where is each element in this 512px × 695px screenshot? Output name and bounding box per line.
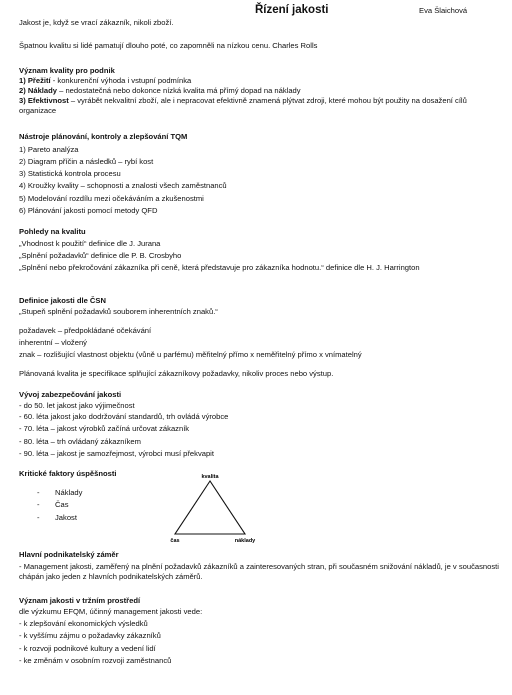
bullet-dash: - xyxy=(37,513,40,522)
author-name: Eva Šlaichová xyxy=(419,6,468,15)
section-heading-hlavni: Hlavní podnikatelský záměr xyxy=(19,550,119,559)
intro-quote-1: Jakost je, když se vrací zákazník, nikoli zboží. xyxy=(19,18,174,27)
vyznam-trh-item: - k rozvoji podnikové kultury a vedení lidí xyxy=(19,644,156,653)
kriticke-item: Náklady xyxy=(55,488,83,497)
hlavni-text: - Management jakosti, zaměřený na plnění požadavků zákazníků a zainteresovaných stran, při současném snižování nákladů, je v současnosti chápán jako jeden z hlavních podnikatelských záměrů. xyxy=(19,562,499,581)
triangle-label-right: náklady xyxy=(234,538,256,544)
kriticke-item: Čas xyxy=(55,500,69,509)
section-heading-nastroje: Nástroje plánování, kontroly a zlepšování TQM xyxy=(19,132,188,141)
pohledy-item: „Vhodnost k použití“ definice dle J. Jurana xyxy=(19,239,161,248)
vyvoj-item: - 90. léta – jakost je samozřejmost, výrobci musí překvapit xyxy=(19,449,214,458)
section-heading-definice: Definice jakosti dle ČSN xyxy=(19,296,106,305)
nastroje-item: 1) Pareto analýza xyxy=(19,145,79,154)
vyznam-item-3: 3) Efektivnost – vyrábět nekvalitní zboží, ale i nepracovat efektivně znamená plýtvat zdroji, které mohou být použity na dosažení cílů organizace xyxy=(19,96,467,115)
definice-quote: „Stupeň splnění požadavků souborem inherentních znaků.“ xyxy=(19,307,218,316)
definice-term: požadavek – předpokládané očekávání xyxy=(19,326,152,335)
vyznam-trh-item: - ke změnám v osobním rozvoji zaměstnanců xyxy=(19,656,172,665)
vyznam-trh-item: - k zlepšování ekonomických výsledků xyxy=(19,619,148,628)
section-heading-pohledy: Pohledy na kvalitu xyxy=(19,227,86,236)
triangle-shape xyxy=(175,481,245,534)
section-heading-kriticke: Kritické faktory úspěšnosti xyxy=(19,469,117,478)
section-heading-vyznam-trh: Význam jakosti v tržním prostředí xyxy=(19,596,141,605)
vyznam-item-1: 1) Přežití - konkurenční výhoda i vstupní podmínka xyxy=(19,76,192,85)
vyznam-trh-lead: dle výzkumu EFQM, účinný management jakosti vede: xyxy=(19,607,203,616)
section-heading-vyznam: Význam kvality pro podnik xyxy=(19,66,115,75)
nastroje-item: 3) Statistická kontrola procesu xyxy=(19,169,121,178)
definice-term: inherentní – vložený xyxy=(19,338,87,347)
nastroje-item: 4) Kroužky kvality – schopnosti a znalosti všech zaměstnanců xyxy=(19,181,227,190)
vyznam-item-2: 2) Náklady – nedostatečná nebo dokonce nízká kvalita má přímý dopad na náklady xyxy=(19,86,301,95)
vyvoj-item: - do 50. let jakost jako výjimečnost xyxy=(19,401,135,410)
triangle-label-top: kvalita xyxy=(201,474,219,480)
page-title: Řízení jakosti xyxy=(255,4,329,16)
vyvoj-item: - 60. léta jakost jako dodržování standardů, trh ovládá výrobce xyxy=(19,412,229,421)
nastroje-item: 6) Plánování jakosti pomocí metody QFD xyxy=(19,206,158,215)
nastroje-item: 5) Modelování rozdílu mezi očekáváním a zkušenostmi xyxy=(19,194,204,203)
definice-planned: Plánovaná kvalita je specifikace splňující zákazníkovy požadavky, nikoliv proces nebo výstup. xyxy=(19,369,334,378)
section-heading-vyvoj: Vývoj zabezpečování jakosti xyxy=(19,390,122,399)
pohledy-item: „Splnění nebo překročování zákazníka při ceně, která představuje pro zákazníka hodnotu.“ definice dle H. J. Harrington xyxy=(19,263,420,272)
intro-quote-2: Špatnou kvalitu si lidé pamatují dlouho poté, co zapomněli na nízkou cenu. Charles Rolls xyxy=(19,41,318,50)
pohledy-item: „Splnění požadavků“ definice dle P. B. Crosbyho xyxy=(19,251,182,260)
nastroje-item: 2) Diagram příčin a následků – rybí kost xyxy=(19,157,154,166)
bullet-dash: - xyxy=(37,488,40,497)
bullet-dash: - xyxy=(37,500,40,509)
kriticke-item: Jakost xyxy=(55,513,77,522)
triangle-label-left: čas xyxy=(170,538,180,544)
definice-term: znak – rozlišující vlastnost objektu (vůně u parfému) měřitelný přímo x neměřitelný přímo x vnímatelný xyxy=(19,350,362,359)
vyznam-trh-item: - k vyššímu zájmu o požadavky zákazníků xyxy=(19,631,161,640)
quality-triangle-diagram xyxy=(160,468,270,548)
vyvoj-item: - 80. léta – trh ovládaný zákazníkem xyxy=(19,437,141,446)
vyvoj-item: - 70. léta – jakost výrobků začíná určovat zákazník xyxy=(19,424,190,433)
